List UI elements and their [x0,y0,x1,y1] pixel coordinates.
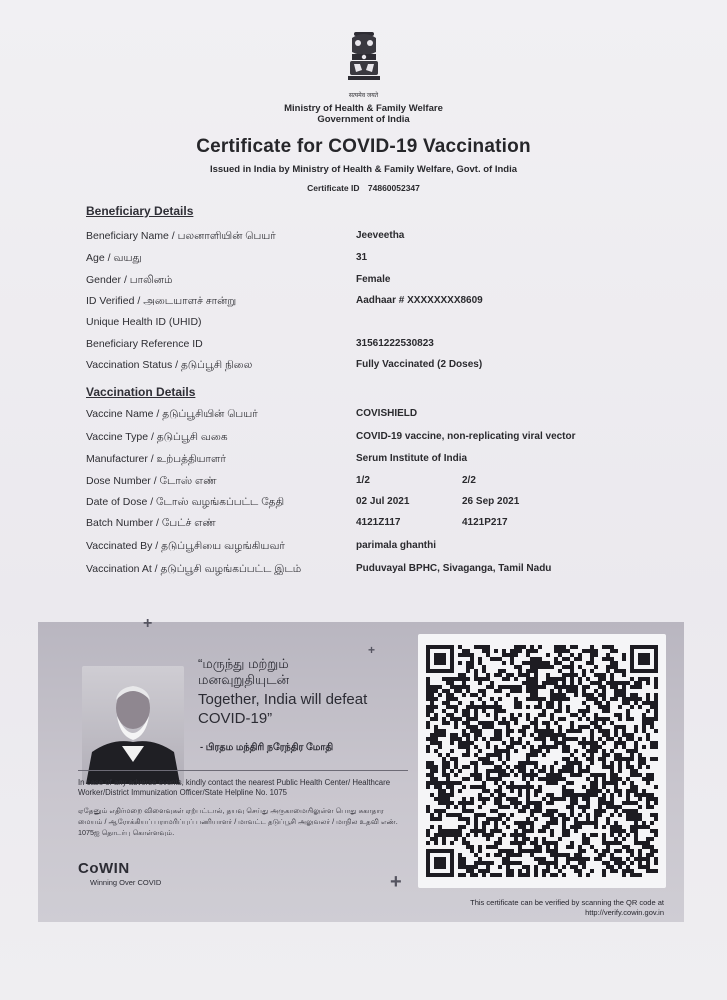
adverse-events-tamil: ஏதேனும் எதிர்மறை விளைவுகள் ஏற்பட்டால், தயவு செய்து அருகாமையிலுள்ள பொது சுகாதார மையம் / ஆரோக்கியப் பராமரிப்புப் பணியாளர் / மாவட்ட தடுப்பூசி அலுவலர் / மாநில உதவி எண். 1075ஐ தொடர்பு கொள்ளவும். [78,806,398,837]
quote-english-line-2: COVID-19” [198,710,273,727]
beneficiary-row-status [86,359,646,373]
row-value: Jeeveetha [356,230,405,241]
row-value: 1/2 [356,475,370,486]
portrait-photo [82,666,184,784]
quote [198,656,418,728]
row-label: Gender / பாலினம் [86,274,173,286]
row-label: Vaccination At / தடுப்பூசி வழங்கப்பட்ட இடம் [86,563,302,575]
plus-icon: + [368,643,376,657]
row-label: Age / வயது [86,252,142,264]
cowin-logo: CoWIN [78,860,130,877]
row-label: Dose Number / டோஸ் எண் [86,475,217,487]
vaccination-row-vaccinated-at [86,563,646,577]
national-emblem-icon [342,30,386,92]
certificate-id [0,183,727,193]
row-label: Unique Health ID (UHID) [86,316,202,328]
vaccination-row-name [86,408,646,422]
vaccination-row-vaccinated-by [86,540,646,554]
beneficiary-row-name [86,230,646,244]
emblem-motto: सत्यमेव जयते [348,93,379,99]
vaccination-section-title: Vaccination Details [86,385,196,399]
beneficiary-row-gender [86,274,646,288]
cowin-tagline: Winning Over COVID [90,878,162,887]
row-label: Batch Number / பேட்ச் எண் [86,517,216,529]
certificate-header [0,30,727,193]
row-value: Puduvayal BPHC, Sivaganga, Tamil Nadu [356,563,552,574]
row-label: Vaccinated By / தடுப்பூசியை வழங்கியவர் [86,540,285,552]
row-value-2: 26 Sep 2021 [462,496,520,507]
quote-tamil-line-2: மனவுறுதியுடன் [198,672,290,687]
row-value: 31561222530823 [356,338,434,349]
row-value: 31 [356,252,368,263]
certificate-id-value: 74860052347 [367,183,420,193]
beneficiary-row-age [86,252,646,266]
vaccination-row-batch [86,517,646,531]
vaccination-row-manufacturer [86,453,646,467]
vaccination-row-date [86,496,646,510]
beneficiary-row-id-verified [86,295,646,309]
plus-icon: + [390,871,402,893]
verify-line-1: This certificate can be verified by scanning the QR code at [470,898,664,907]
row-value-2: 4121P217 [462,517,508,528]
row-value-2: 2/2 [462,475,476,486]
row-value: parimala ghanthi [356,540,437,551]
verify-note [470,898,664,918]
quote-english-line-1: Together, India will defeat [198,691,368,708]
row-label: Vaccine Type / தடுப்பூசி வகை [86,431,228,443]
ministry-line-2: Government of India [317,114,410,125]
plus-icon: + [143,615,153,632]
ministry-line-1: Ministry of Health & Family Welfare [284,103,443,114]
quote-attribution: - பிரதம மந்திரி நரேந்திர மோதி [200,742,334,753]
row-value: Serum Institute of India [356,453,468,464]
certificate-title: Certificate for COVID-19 Vaccination [196,136,531,157]
row-label: Vaccine Name / தடுப்பூசியின் பெயர் [86,408,258,420]
row-label: Beneficiary Name / பலனாளியின் பெயர் [86,230,276,242]
beneficiary-row-reference-id [86,338,646,352]
beneficiary-section-title: Beneficiary Details [86,204,194,218]
qr-code-icon [426,642,658,880]
row-value: 02 Jul 2021 [356,496,410,507]
row-label: Date of Dose / டோஸ் வழங்கப்பட்ட தேதி [86,496,285,508]
divider [78,770,408,771]
quote-tamil-line-1: “மருந்து மற்றும் [198,656,289,671]
cowin-banner [38,615,684,922]
vaccination-row-dose-number [86,475,646,489]
certificate-id-label: Certificate ID [307,183,360,193]
row-value: 4121Z117 [356,517,401,528]
verify-url: http://verify.cowin.gov.in [585,908,664,917]
vaccination-row-type [86,431,646,445]
row-value: Aadhaar # XXXXXXXX8609 [356,295,483,306]
issued-by: Issued in India by Ministry of Health & Family Welfare, Govt. of India [209,164,518,175]
beneficiary-row-uhid [86,316,646,330]
adverse-events-english: In case of any adverse events, kindly contact the nearest Public Health Center/ Healthcare Worker/District Immunization Officer/State Helpline No. 1075 [78,778,391,797]
row-label: Beneficiary Reference ID [86,338,203,350]
row-label: Vaccination Status / தடுப்பூசி நிலை [86,359,253,371]
row-value: COVISHIELD [356,408,418,419]
row-label: ID Verified / அடையாளச் சான்று [86,295,237,307]
row-label: Manufacturer / உற்பத்தியாளர் [86,453,226,465]
qr-code-panel [418,634,666,888]
row-value: Fully Vaccinated (2 Doses) [356,359,483,370]
qr-modules [426,645,658,877]
row-value: COVID-19 vaccine, non-replicating viral vector [356,431,576,442]
row-value: Female [356,274,391,285]
